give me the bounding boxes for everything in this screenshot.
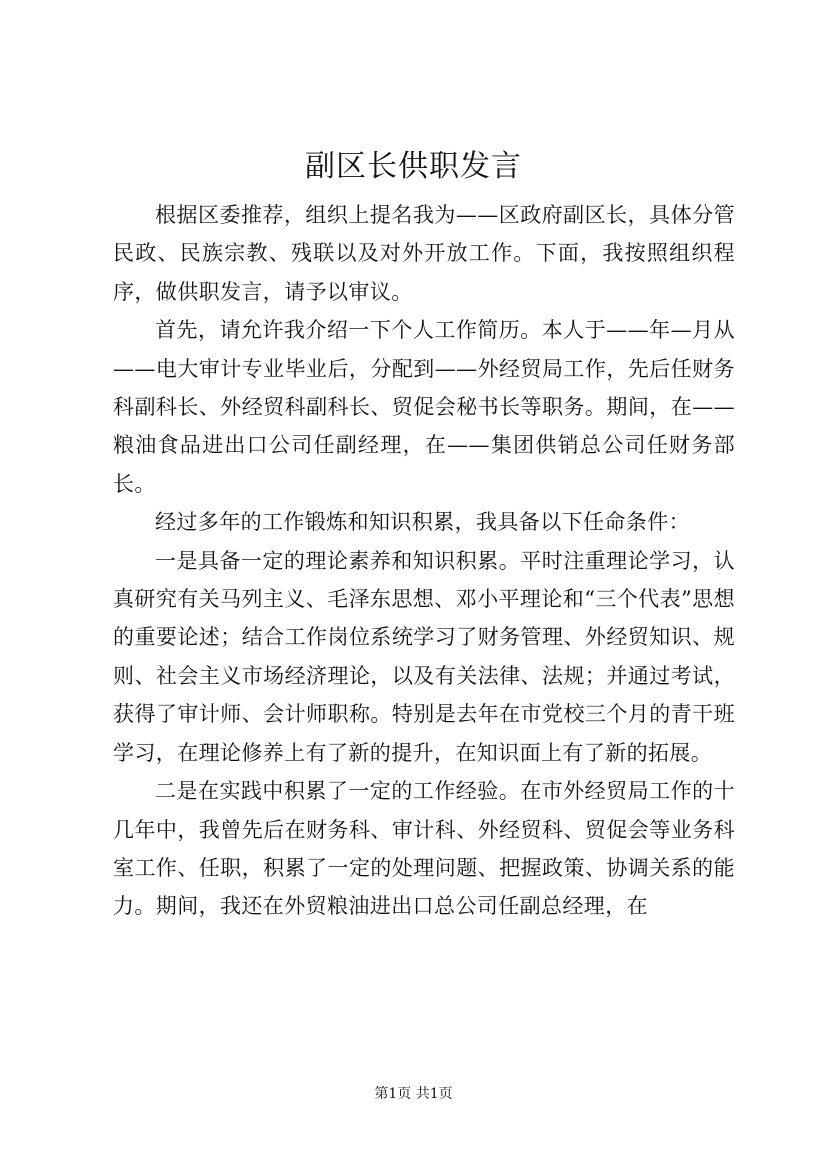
paragraph-experience: 二是在实践中积累了一定的工作经验。在市外经贸局工作的十几年中，我曾先后在财务科、审计科、外经贸科、贸促会等业务科室工作、任职，积累了一定的处理问题、把握政策、协调关系的能力。期间，我还在外贸粮油进出口总公司任副总经理，在 — [113, 779, 735, 919]
paragraph-theory: 一是具备一定的理论素养和知识积累。平时注重理论学习，认真研究有关马列主义、毛泽东思想、邓小平理论和“三个代表”思想的重要论述；结合工作岗位系统学习了财务管理、外经贸知识、规则、社会主义市场经济理论，以及有关法律、法规；并通过考试，获得了审计师、会计师职称。特别是去年在市党校三个月的青干班学习，在理论修养上有了新的提升，在知识面上有了新的拓展。 — [113, 548, 735, 765]
paragraph-resume: 首先，请允许我介绍一下个人工作简历。本人于——年—月从——电大审计专业毕业后，分配到——外经贸局工作，先后任财务科副科长、外经贸科副科长、贸促会秘书长等职务。期间，在——粮油食品进出口公司任副经理，在——集团供销总公司任财务部长。 — [113, 318, 735, 496]
document-body — [113, 196, 735, 926]
paragraph-nomination: 根据区委推荐，组织上提名我为——区政府副区长，具体分管民政、民族宗教、残联以及对外开放工作。下面，我按照组织程序，做供职发言，请予以审议。 — [113, 203, 735, 304]
page-footer: 第1页 共1页 — [374, 1086, 453, 1102]
page-title: 副区长供职发言 — [305, 149, 522, 184]
paragraph-conditions-intro: 经过多年的工作锻炼和知识积累，我具备以下任命条件： — [155, 510, 690, 535]
